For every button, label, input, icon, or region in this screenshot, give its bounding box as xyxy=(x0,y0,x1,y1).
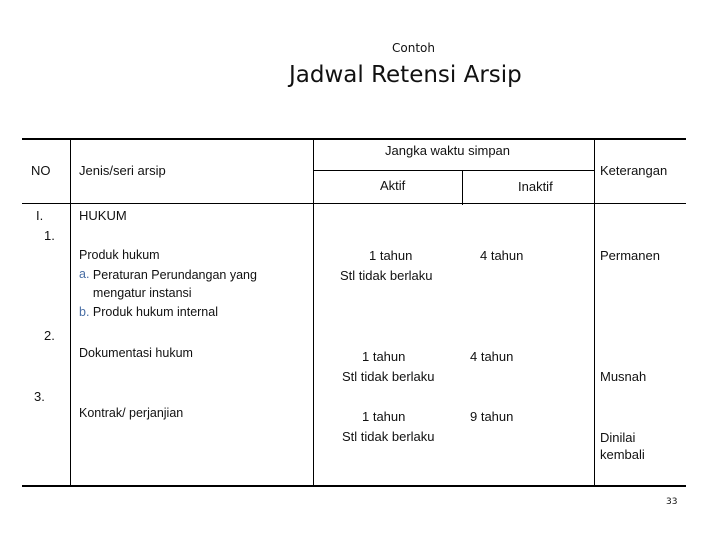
row-1-subitem-a xyxy=(79,267,293,302)
row-1-no: 1. xyxy=(44,228,55,243)
slide-subtitle: Contoh xyxy=(392,41,435,55)
row-1-keterangan: Permanen xyxy=(600,248,660,263)
col-divider-jenis xyxy=(313,138,314,487)
page-number: 33 xyxy=(666,497,678,507)
table-bottom-border xyxy=(22,485,686,487)
row-1-subitem-b-label: b. xyxy=(79,305,90,319)
row-1-aktif-duration: 1 tahun xyxy=(369,248,413,263)
header-jangka: Jangka waktu simpan xyxy=(385,143,511,158)
row-3-keterangan: Dinilai kembali xyxy=(600,430,645,462)
col-divider-no xyxy=(70,138,71,487)
row-3-jenis: Kontrak/ perjanjian xyxy=(79,406,184,420)
row-2-keterangan: Musnah xyxy=(600,369,647,384)
row-3-inaktif: 9 tahun xyxy=(470,409,514,424)
section-no: I. xyxy=(36,208,44,223)
header-aktif: Aktif xyxy=(380,178,406,193)
col-divider-aktif xyxy=(462,170,463,205)
row-2-aktif-duration: 1 tahun xyxy=(362,349,406,364)
row-2-inaktif: 4 tahun xyxy=(470,349,514,364)
header-no: NO xyxy=(31,163,51,178)
slide-title: Jadwal Retensi Arsip xyxy=(289,62,522,88)
header-keterangan: Keterangan xyxy=(600,163,668,178)
row-2-jenis: Dokumentasi hukum xyxy=(79,346,193,360)
header-jenis: Jenis/seri arsip xyxy=(79,163,166,178)
row-1-subitem-b xyxy=(79,305,218,319)
row-1-jenis: Produk hukum xyxy=(79,248,160,262)
col-divider-inaktif xyxy=(594,138,595,487)
header-bottom-rule xyxy=(22,203,686,204)
header-inaktif: Inaktif xyxy=(518,179,553,194)
row-3-aktif-duration: 1 tahun xyxy=(362,409,406,424)
row-3-aktif-condition: Stl tidak berlaku xyxy=(342,429,435,444)
row-2-no: 2. xyxy=(44,328,55,343)
row-1-subitem-a-label: a. xyxy=(79,267,90,281)
row-1-subitem-a-text: Peraturan Perundangan yang mengatur instansi xyxy=(92,268,257,300)
row-1-subitem-b-text: Produk hukum internal xyxy=(92,305,218,319)
table-top-border xyxy=(22,138,686,140)
row-1-inaktif: 4 tahun xyxy=(480,248,524,263)
jangka-subrule xyxy=(313,170,594,171)
row-3-no: 3. xyxy=(34,389,45,404)
section-title: HUKUM xyxy=(79,208,127,223)
row-1-aktif-condition: Stl tidak berlaku xyxy=(340,268,433,283)
row-2-aktif-condition: Stl tidak berlaku xyxy=(342,369,435,384)
